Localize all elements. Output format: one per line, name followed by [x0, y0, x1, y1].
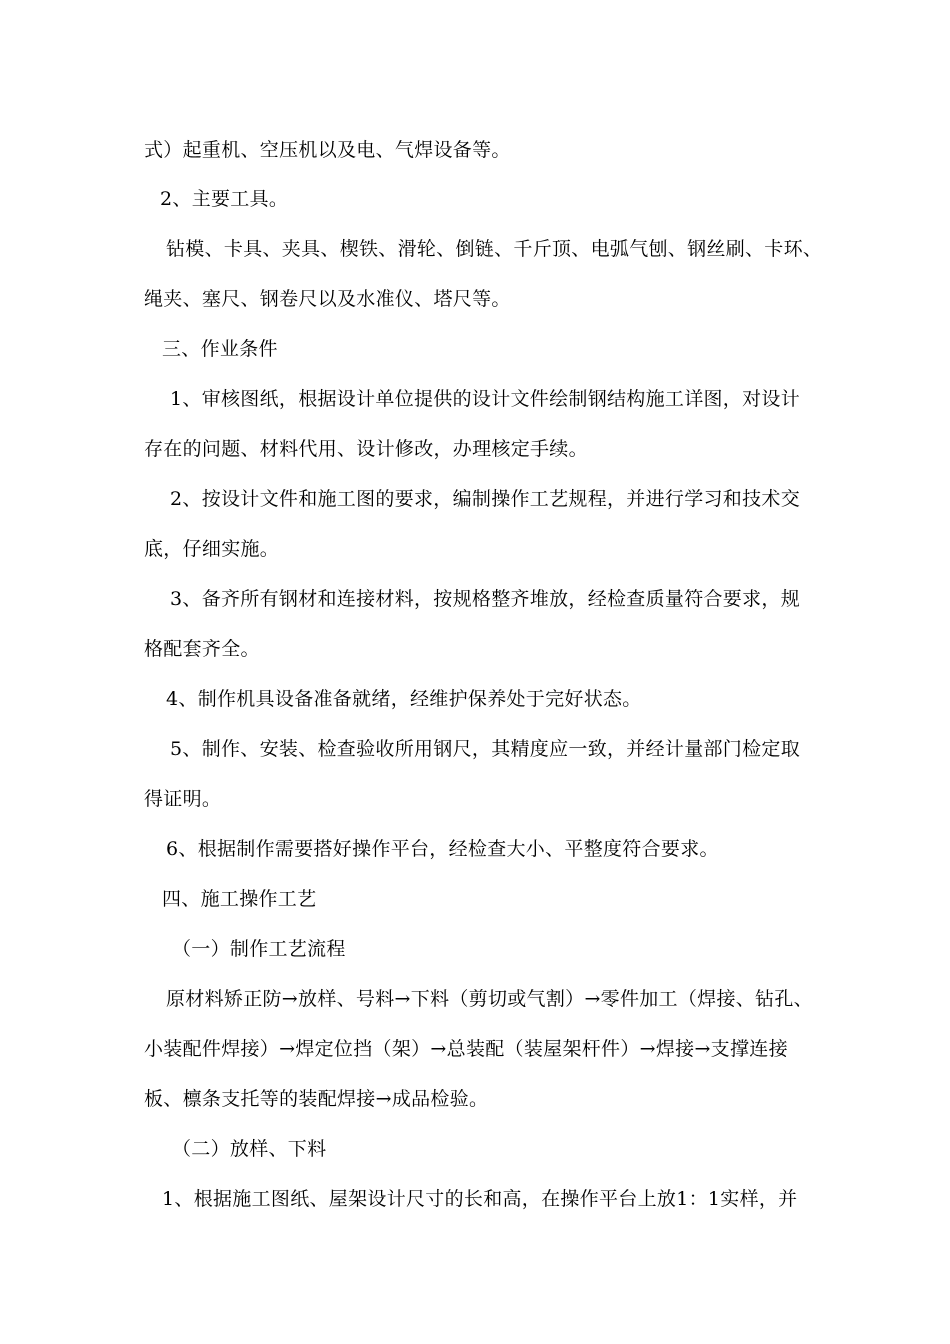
text-line: 2、按设计文件和施工图的要求，编制操作工艺规程，并进行学习和技术交 — [170, 488, 800, 510]
text-line: 绳夹、塞尺、钢卷尺以及水准仪、塔尺等。 — [144, 288, 511, 310]
text-line: 4、制作机具设备准备就绪，经维护保养处于完好状态。 — [166, 688, 642, 710]
text-line: 式）起重机、空压机以及电、气焊设备等。 — [144, 139, 511, 161]
text-line: 6、根据制作需要搭好操作平台，经检查大小、平整度符合要求。 — [166, 838, 719, 860]
text-line: 格配套齐全。 — [144, 638, 260, 660]
text-line: 板、檩条支托等的装配焊接→成品检验。 — [144, 1088, 489, 1110]
text-line: 小装配件焊接）→焊定位挡（架）→总装配（装屋架杆件）→焊接→支撑连接 — [144, 1038, 788, 1060]
text-line: 1、根据施工图纸、屋架设计尺寸的长和高，在操作平台上放1：1实样，并 — [162, 1188, 798, 1210]
text-line: 底，仔细实施。 — [144, 538, 280, 560]
text-line: 1、审核图纸，根据设计单位提供的设计文件绘制钢结构施工详图，对设计 — [170, 388, 800, 410]
text-line: 得证明。 — [144, 788, 222, 810]
text-line: 2、主要工具。 — [160, 188, 289, 210]
subsection-heading: （二）放样、下料 — [172, 1138, 327, 1160]
text-line: 5、制作、安装、检查验收所用钢尺，其精度应一致，并经计量部门检定取 — [170, 738, 800, 760]
text-line: 原材料矫正防→放样、号料→下料（剪切或气割）→零件加工（焊接、钻孔、 — [166, 988, 813, 1010]
section-heading: 三、作业条件 — [162, 338, 278, 360]
subsection-heading: （一）制作工艺流程 — [172, 938, 346, 960]
text-line: 钻模、卡具、夹具、楔铁、滑轮、倒链、千斤顶、电弧气刨、钢丝刷、卡环、 — [166, 238, 823, 260]
text-line: 3、备齐所有钢材和连接材料，按规格整齐堆放，经检查质量符合要求，规 — [170, 588, 800, 610]
text-line: 存在的问题、材料代用、设计修改，办理核定手续。 — [144, 438, 588, 460]
section-heading: 四、施工操作工艺 — [162, 888, 317, 910]
